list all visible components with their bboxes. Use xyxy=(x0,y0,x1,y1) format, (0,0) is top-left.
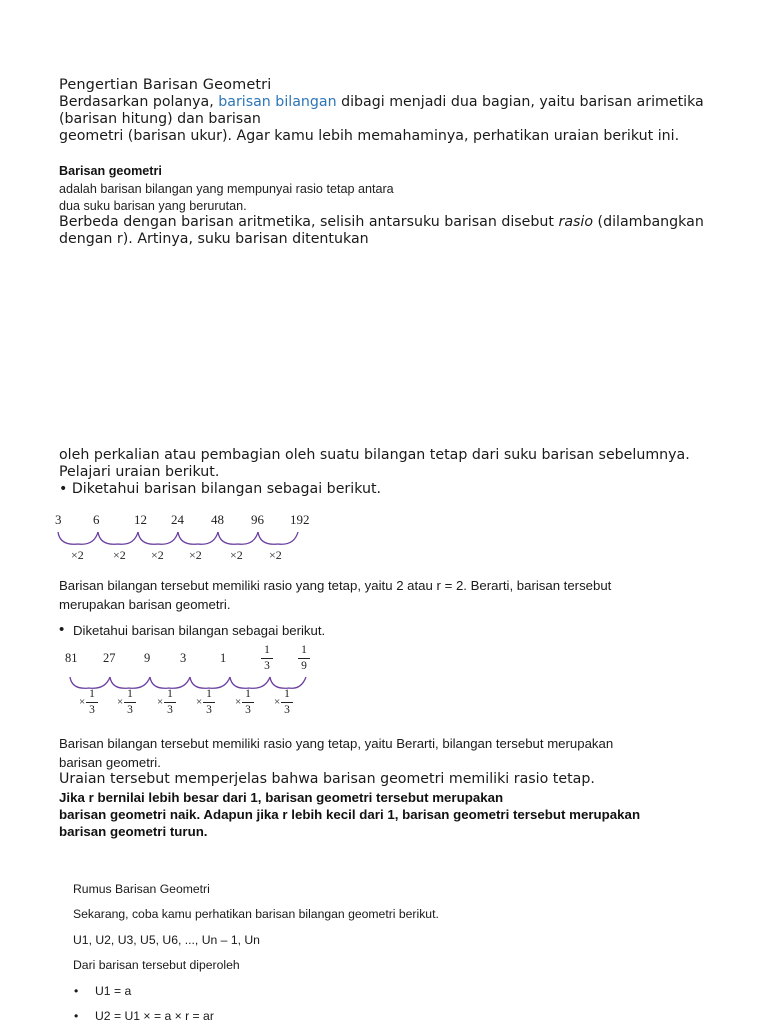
conclusion-line: Uraian tersebut memperjelas bahwa barisan geometri memiliki rasio tetap. xyxy=(59,771,595,787)
seq2-brace xyxy=(110,677,150,688)
seq1-term: 96 xyxy=(251,512,264,527)
page-title: Pengertian Barisan Geometri xyxy=(59,77,272,93)
seq2-times-sign: × xyxy=(235,696,242,708)
seq2-brace xyxy=(70,677,110,688)
fraction-numerator: 1 xyxy=(206,688,212,700)
barisan-bilangan-link[interactable]: barisan bilangan xyxy=(218,94,337,110)
fraction-numerator: 1 xyxy=(127,688,133,700)
fraction-numerator: 1 xyxy=(167,688,173,700)
fraction-numerator: 1 xyxy=(284,688,290,700)
seq2-times-sign: × xyxy=(196,696,203,708)
seq1-multiplier: ×2 xyxy=(71,548,84,562)
continuation-line-3: • Diketahui barisan bilangan sebagai berikut. xyxy=(59,481,382,497)
intro-line-3: geometri (barisan ukur). Agar kamu lebih memahaminya, perhatikan uraian berikut ini. xyxy=(59,128,680,144)
definition-line-2: dua suku barisan yang berurutan. xyxy=(59,199,247,213)
fraction-denominator: 9 xyxy=(301,660,307,672)
seq2-times-sign: × xyxy=(274,696,281,708)
seq2-multiplier-fraction xyxy=(85,689,99,716)
seq2-term: 27 xyxy=(103,651,116,665)
fraction-denominator: 3 xyxy=(89,704,95,716)
conclusion-bold-2: barisan geometri naik. Adapun jika r lebih kecil dari 1, barisan geometri tersebut merupakan xyxy=(59,807,641,822)
definition-text-a: Berbeda dengan barisan aritmetika, selisih antarsuku barisan disebut xyxy=(59,214,559,230)
continuation-line-2: Pelajari uraian berikut. xyxy=(59,464,220,480)
rumus-line-1: Sekarang, coba kamu perhatikan barisan bilangan geometri berikut. xyxy=(73,907,439,921)
seq2-brace xyxy=(270,677,306,688)
seq1-multiplier: ×2 xyxy=(230,548,243,562)
seq1-multiplier: ×2 xyxy=(189,548,202,562)
seq2-brace xyxy=(190,677,230,688)
seq1-multiplier: ×2 xyxy=(151,548,164,562)
example1-explain-1: Barisan bilangan tersebut memiliki rasio yang tetap, yaitu 2 atau r = 2. Berarti, barisan tersebut xyxy=(59,578,612,593)
intro-text-a: Berdasarkan polanya, xyxy=(59,94,219,110)
fraction-numerator: 1 xyxy=(245,688,251,700)
fraction-denominator: 3 xyxy=(167,704,173,716)
example2-explain-1: Barisan bilangan tersebut memiliki rasio yang tetap, yaitu Berarti, bilangan tersebut merupakan xyxy=(59,736,614,751)
seq2-times-sign: × xyxy=(79,696,86,708)
seq1-term: 3 xyxy=(55,512,62,527)
intro-line-2: (barisan hitung) dan barisan xyxy=(59,111,261,127)
rumus-bullet: • xyxy=(74,984,79,998)
seq2-multiplier-fraction xyxy=(241,689,255,716)
fraction-denominator: 3 xyxy=(284,704,290,716)
rumus-item: U2 = U1 × = a × r = ar xyxy=(95,1009,214,1023)
seq2-multiplier-fraction xyxy=(163,689,177,716)
fraction-denominator: 3 xyxy=(206,704,212,716)
seq1-multiplier: ×2 xyxy=(113,548,126,562)
fraction-denominator: 3 xyxy=(127,704,133,716)
seq2-times-sign: × xyxy=(157,696,164,708)
conclusion-bold-1: Jika r bernilai lebih besar dari 1, barisan geometri tersebut merupakan xyxy=(59,790,504,805)
continuation-line-1: oleh perkalian atau pembagian oleh suatu bilangan tetap dari suku barisan sebelumnya. xyxy=(59,447,690,463)
seq2-multiplier-fraction xyxy=(280,689,294,716)
seq2-term: 81 xyxy=(65,651,78,665)
rumus-item: U1 = a xyxy=(95,984,132,998)
seq2-term: 9 xyxy=(144,651,151,665)
example2-explain-2: barisan geometri. xyxy=(59,755,161,770)
example2-bullet: • xyxy=(59,621,65,638)
seq2-multiplier-fraction xyxy=(202,689,216,716)
rumus-bullet: • xyxy=(74,1009,79,1023)
rumus-line-2: U1, U2, U3, U5, U6, ..., Un – 1, Un xyxy=(73,933,260,947)
rumus-heading: Rumus Barisan Geometri xyxy=(73,882,210,896)
definition-heading: Barisan geometri xyxy=(59,164,162,178)
seq2-times-sign: × xyxy=(117,696,124,708)
seq2-brace xyxy=(150,677,190,688)
conclusion-bold-3: barisan geometri turun. xyxy=(59,824,208,839)
fraction-denominator: 3 xyxy=(264,660,270,672)
seq1-term: 192 xyxy=(290,512,310,527)
example2-intro: Diketahui barisan bilangan sebagai berikut. xyxy=(73,623,326,638)
seq2-term: 3 xyxy=(180,651,187,665)
seq2-brace xyxy=(230,677,270,688)
seq1-term: 24 xyxy=(171,512,184,527)
fraction-denominator: 3 xyxy=(245,704,251,716)
seq2-term: 1 xyxy=(220,651,227,665)
example1-explain-2: merupakan barisan geometri. xyxy=(59,597,231,612)
fraction-numerator: 1 xyxy=(264,644,270,656)
definition-line-4: dengan r). Artinya, suku barisan ditentukan xyxy=(59,231,369,247)
intro-text-b: dibagi menjadi dua bagian, yaitu barisan arimetika xyxy=(336,94,704,110)
fraction-numerator: 1 xyxy=(301,644,307,656)
seq1-multiplier: ×2 xyxy=(269,548,282,562)
rasio-term: rasio xyxy=(558,214,594,230)
definition-text-b: (dilambangkan xyxy=(593,214,704,230)
seq1-term: 12 xyxy=(134,512,147,527)
seq1-term: 48 xyxy=(211,512,224,527)
seq2-multiplier-fraction xyxy=(123,689,137,716)
seq1-term: 6 xyxy=(93,512,100,527)
definition-line-1: adalah barisan bilangan yang mempunyai rasio tetap antara xyxy=(59,182,394,196)
rumus-line-3: Dari barisan tersebut diperoleh xyxy=(73,958,240,972)
fraction-numerator: 1 xyxy=(89,688,95,700)
